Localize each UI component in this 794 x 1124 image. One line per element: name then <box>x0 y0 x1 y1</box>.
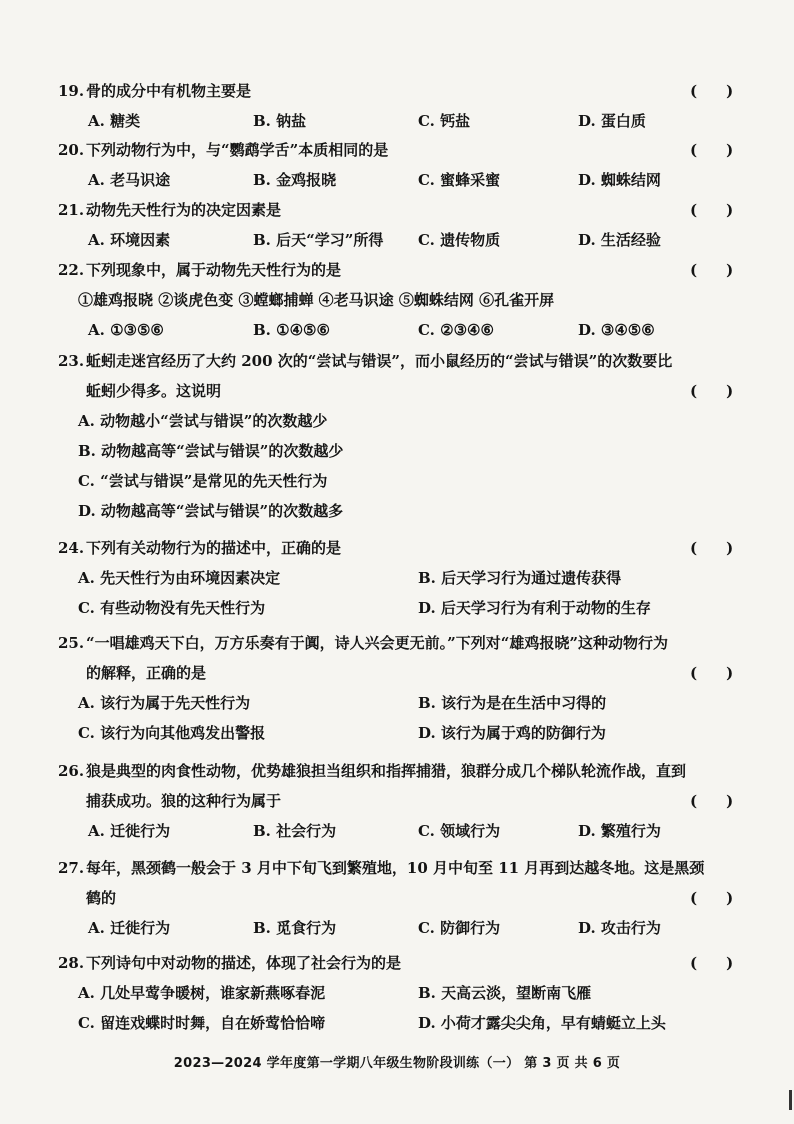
option-d[interactable]: D. 小荷才露尖尖角，早有蜻蜓立上头 <box>418 1014 666 1032</box>
option-a[interactable]: A. 环境因素 <box>88 231 171 249</box>
options-row-1 <box>58 563 748 593</box>
option-c[interactable]: C. 遗传物质 <box>418 231 501 249</box>
question-text: 下列诗句中对动物的描述，体现了社会行为的是 <box>86 954 402 972</box>
question-text-continued: 蚯蚓少得多。这说明 <box>86 382 222 400</box>
options-row <box>58 225 748 255</box>
option-d[interactable]: D. 蛋白质 <box>578 112 646 130</box>
answer-blank[interactable]: ( ) <box>690 261 735 279</box>
option-a[interactable]: A. ①③⑤⑥ <box>88 321 164 339</box>
options-row <box>58 165 748 195</box>
option-c[interactable]: C. 钙盐 <box>418 112 471 130</box>
question-number: 19. <box>58 82 85 100</box>
question-text: 下列现象中，属于动物先天性行为的是 <box>86 261 342 279</box>
question-25 <box>58 628 748 748</box>
question-stem <box>58 135 748 165</box>
option-d[interactable]: D. ③④⑤⑥ <box>578 321 655 339</box>
options-row-2 <box>58 1008 748 1038</box>
options-row-1 <box>58 978 748 1008</box>
option-a[interactable]: A. 几处早莺争暖树，谁家新燕啄春泥 <box>78 984 326 1002</box>
option-c[interactable]: C. 蜜蜂采蜜 <box>418 171 501 189</box>
question-text-continued: 鹤的 <box>86 889 117 907</box>
option-d[interactable]: D. 动物越高等“尝试与错误”的次数越多 <box>78 502 344 520</box>
option-b[interactable]: B. 天高云淡，望断南飞雁 <box>418 984 592 1002</box>
question-number: 21. <box>58 201 85 219</box>
question-stem-line-1 <box>58 346 748 376</box>
question-text-continued: 捕获成功。狼的这种行为属于 <box>86 792 282 810</box>
question-stem <box>58 195 748 225</box>
option-b[interactable]: B. 觅食行为 <box>253 919 337 937</box>
question-text: “一唱雄鸡天下白，万方乐奏有于阗，诗人兴会更无前。”下列对“雄鸡报晓”这种动物行为 <box>86 634 669 652</box>
question-27 <box>58 853 748 943</box>
option-c[interactable]: C. 留连戏蝶时时舞，自在娇莺恰恰啼 <box>78 1014 326 1032</box>
option-a[interactable]: A. 该行为属于先天性行为 <box>78 694 251 712</box>
question-text-continued: 的解释，正确的是 <box>86 664 207 682</box>
option-d[interactable]: D. 繁殖行为 <box>578 822 661 840</box>
options-row-2 <box>58 593 748 623</box>
question-stem-line-1 <box>58 756 748 786</box>
question-stem-line-2 <box>58 786 748 816</box>
option-b[interactable]: B. 钠盐 <box>253 112 307 130</box>
option-b[interactable]: B. 动物越高等“尝试与错误”的次数越少 <box>78 442 344 460</box>
answer-blank[interactable]: ( ) <box>690 201 735 219</box>
option-c[interactable]: C. 领域行为 <box>418 822 501 840</box>
options-row <box>58 913 748 943</box>
question-stem-line-2 <box>58 658 748 688</box>
question-stem-line-1 <box>58 628 748 658</box>
answer-blank[interactable]: ( ) <box>690 889 735 907</box>
question-number: 28. <box>58 954 85 972</box>
answer-blank[interactable]: ( ) <box>690 82 735 100</box>
question-text: 狼是典型的肉食性动物，优势雄狼担当组织和指挥捕猎，狼群分成几个梯队轮流作战，直到 <box>86 762 687 780</box>
answer-blank[interactable]: ( ) <box>690 792 735 810</box>
options-row <box>58 315 748 345</box>
option-b[interactable]: B. ①④⑤⑥ <box>253 321 330 339</box>
question-text: 蚯蚓走迷宫经历了大约 200 次的“尝试与错误”，而小鼠经历的“尝试与错误”的次数要比 <box>86 352 673 370</box>
option-c[interactable]: C. “尝试与错误”是常见的先天性行为 <box>78 472 328 490</box>
options-row-2 <box>58 718 748 748</box>
option-a[interactable]: A. 老马识途 <box>88 171 171 189</box>
option-b[interactable]: B. 后天学习行为通过遗传获得 <box>418 569 622 587</box>
question-number: 23. <box>58 352 85 370</box>
question-28 <box>58 948 748 1038</box>
question-stem <box>58 948 748 978</box>
question-text: 动物先天性行为的决定因素是 <box>86 201 282 219</box>
question-number: 26. <box>58 762 85 780</box>
question-20 <box>58 135 748 195</box>
question-stem <box>58 76 748 106</box>
question-22 <box>58 255 748 345</box>
question-text: 下列动物行为中，与“鹦鹉学舌”本质相同的是 <box>86 141 389 159</box>
options-row <box>58 106 748 136</box>
option-d[interactable]: D. 生活经验 <box>578 231 661 249</box>
option-c[interactable]: C. 防御行为 <box>418 919 501 937</box>
option-a[interactable]: A. 迁徙行为 <box>88 919 171 937</box>
question-text: 每年，黑颈鹤一般会于 3 月中下旬飞到繁殖地，10 月中旬至 11 月再到达越冬地。这是黑颈 <box>86 859 705 877</box>
option-d[interactable]: D. 攻击行为 <box>578 919 661 937</box>
option-a[interactable]: A. 先天性行为由环境因素决定 <box>78 569 281 587</box>
numbered-items: ①雄鸡报晓 ②谈虎色变 ③螳螂捕蝉 ④老马识途 ⑤蜘蛛结网 ⑥孔雀开屏 <box>78 291 555 309</box>
option-b[interactable]: B. 后天“学习”所得 <box>253 231 384 249</box>
question-stem-line-1 <box>58 853 748 883</box>
question-26 <box>58 756 748 846</box>
scan-edge-mark <box>789 1090 792 1110</box>
option-a[interactable]: A. 动物越小“尝试与错误”的次数越少 <box>78 412 328 430</box>
question-23 <box>58 346 748 526</box>
answer-blank[interactable]: ( ) <box>690 954 735 972</box>
option-b[interactable]: B. 金鸡报晓 <box>253 171 337 189</box>
question-24 <box>58 533 748 623</box>
options-row-1 <box>58 688 748 718</box>
page-footer: 2023—2024 学年度第一学期八年级生物阶段训练（一） 第 3 页 共 6 页 <box>173 1056 621 1071</box>
option-a[interactable]: A. 迁徙行为 <box>88 822 171 840</box>
question-19 <box>58 76 748 136</box>
option-c[interactable]: C. 该行为向其他鸡发出警报 <box>78 724 266 742</box>
option-b[interactable]: B. 社会行为 <box>253 822 337 840</box>
option-a[interactable]: A. 糖类 <box>88 112 141 130</box>
question-number: 24. <box>58 539 85 557</box>
question-stem-line-2 <box>58 883 748 913</box>
options-row <box>58 816 748 846</box>
question-stem <box>58 255 748 285</box>
answer-blank[interactable]: ( ) <box>690 141 735 159</box>
option-b[interactable]: B. 该行为是在生活中习得的 <box>418 694 607 712</box>
option-c[interactable]: C. ②③④⑥ <box>418 321 494 339</box>
question-text: 下列有关动物行为的描述中，正确的是 <box>86 539 342 557</box>
option-d[interactable]: D. 蜘蛛结网 <box>578 171 661 189</box>
question-number: 25. <box>58 634 85 652</box>
answer-blank[interactable]: ( ) <box>690 664 735 682</box>
answer-blank[interactable]: ( ) <box>690 539 735 557</box>
option-d[interactable]: D. 后天学习行为有利于动物的生存 <box>418 599 651 617</box>
question-stem-line-2 <box>58 376 748 406</box>
option-c[interactable]: C. 有些动物没有先天性行为 <box>78 599 266 617</box>
question-number: 20. <box>58 141 85 159</box>
question-text: 骨的成分中有机物主要是 <box>86 82 252 100</box>
option-d[interactable]: D. 该行为属于鸡的防御行为 <box>418 724 606 742</box>
answer-blank[interactable]: ( ) <box>690 382 735 400</box>
question-stem <box>58 533 748 563</box>
question-21 <box>58 195 748 255</box>
question-number: 27. <box>58 859 85 877</box>
question-number: 22. <box>58 261 85 279</box>
